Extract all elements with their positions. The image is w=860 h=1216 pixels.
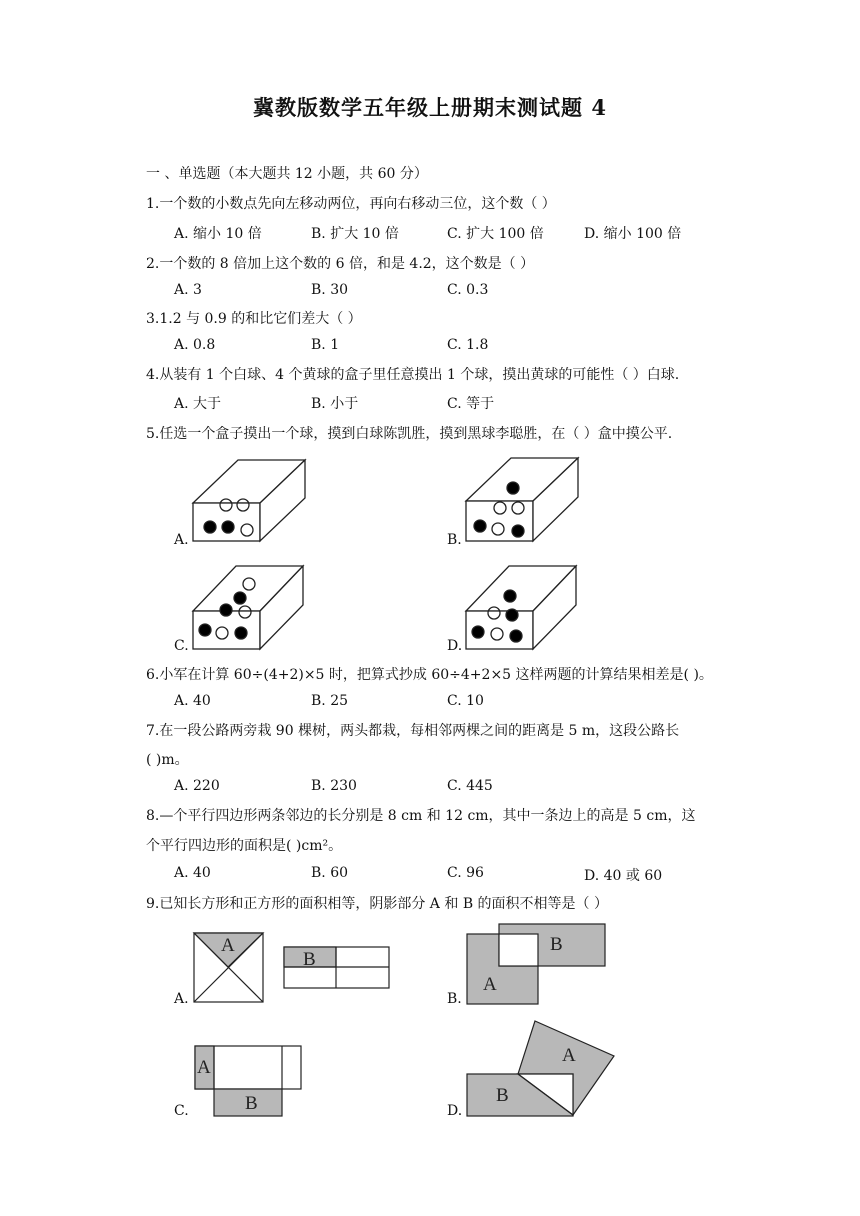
q7-option-a: A. 220 [174,778,220,794]
question-9-stem: 9.已知长方形和正方形的面积相等，阴影部分 A 和 B 的面积不相等是（ ） [146,896,609,912]
q5-option-b: B. [447,532,462,548]
section-heading: 一 、单选题（本大题共 12 小题，共 60 分） [146,166,428,182]
q5-option-d: D. [447,638,463,654]
q5-option-c: C. [174,638,189,654]
q2-option-a: A. 3 [174,282,202,298]
q8-option-b: B. 60 [311,865,349,881]
q6-option-c: C. 10 [447,693,484,709]
fig-a-label-a: A [221,935,235,956]
q9-option-a: A. [174,991,189,1007]
question-7-stem-line1: 7.在一段公路两旁栽 90 棵树，两头都栽，每相邻两棵之间的距离是 5 m，这段公路长 [146,723,680,739]
q9-option-c: C. [174,1103,189,1119]
q5-option-a: A. [174,532,189,548]
area-figure-d [467,1021,614,1116]
fig-b-label-a: A [483,974,497,995]
q2-option-c: C. 0.3 [447,282,489,298]
q8-option-c: C. 96 [447,865,484,881]
fig-c-label-a: A [197,1057,211,1078]
q9-option-d: D. [447,1103,463,1119]
q8-option-d: D. 40 或 60 [584,868,663,884]
q7-option-b: B. 230 [311,778,357,794]
q1-option-b: B. 扩大 10 倍 [311,226,399,242]
question-3-stem: 3.1.2 与 0.9 的和比它们差大（ ） [146,311,362,327]
q6-option-a: A. 40 [174,693,211,709]
fig-d-label-b: B [496,1085,509,1106]
q9-option-b: B. [447,991,462,1007]
q2-option-b: B. 30 [311,282,349,298]
question-8-stem-line1: 8.—个平行四边形两条邻边的长分别是 8 cm 和 12 cm，其中一条边上的高是 5 cm，这 [146,808,696,824]
q3-option-b: B. 1 [311,337,340,353]
q6-option-b: B. 25 [311,693,349,709]
question-5-stem: 5.任选一个盒子摸出一个球，摸到白球陈凯胜，摸到黑球李聪胜，在（ ）盒中摸公平. [146,426,673,442]
q1-option-c: C. 扩大 100 倍 [447,226,544,242]
fig-b-label-b: B [550,934,563,955]
q3-option-c: C. 1.8 [447,337,489,353]
question-8-stem-line2: 个平行四边形的面积是( )cm²。 [146,838,343,854]
q4-option-a: A. 大于 [174,396,222,412]
q1-option-d: D. 缩小 100 倍 [584,226,682,242]
fig-a-label-b: B [303,949,316,970]
question-7-stem-line2: ( )m。 [146,752,189,768]
q3-option-a: A. 0.8 [174,337,216,353]
page-title: 冀教版数学五年级上册期末测试题 4 [253,95,607,120]
question-6-stem: 6.小军在计算 60÷(4+2)×5 时，把算式抄成 60÷4+2×5 这样两题的计算结果相差是( )。 [146,667,713,683]
q4-option-c: C. 等于 [447,396,495,412]
q8-option-a: A. 40 [174,865,211,881]
q1-option-a: A. 缩小 10 倍 [174,226,262,242]
fig-c-label-b: B [245,1093,258,1114]
question-2-stem: 2.一个数的 8 倍加上这个数的 6 倍，和是 4.2，这个数是（ ） [146,256,535,272]
question-1-stem: 1.一个数的小数点先向左移动两位，再向右移动三位，这个数（ ） [146,196,556,212]
fig-d-label-a: A [562,1045,576,1066]
q7-option-c: C. 445 [447,778,493,794]
q4-option-b: B. 小于 [311,396,359,412]
question-4-stem: 4.从装有 1 个白球、4 个黄球的盒子里任意摸出 1 个球，摸出黄球的可能性（ ）白球. [146,367,680,383]
